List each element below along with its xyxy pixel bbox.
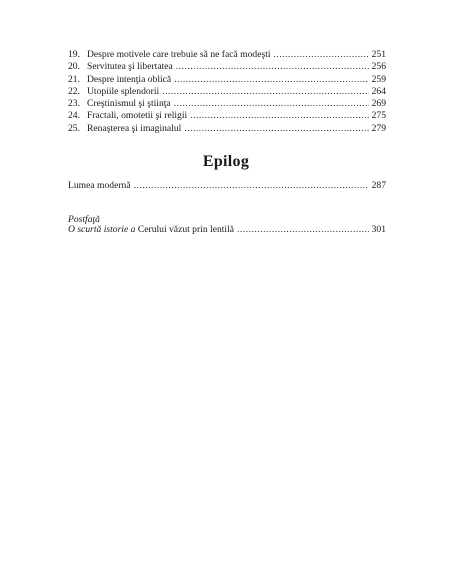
dot-leader	[174, 74, 368, 86]
toc-list	[68, 49, 386, 135]
dot-leader	[274, 49, 369, 61]
toc-entry	[68, 123, 386, 135]
epilog-section	[68, 180, 386, 192]
dot-leader	[190, 110, 368, 122]
toc-entry-page: 259	[371, 73, 386, 85]
toc-entry-number: 20.	[68, 61, 80, 73]
dot-leader	[174, 98, 369, 110]
toc-entry-title	[68, 224, 234, 236]
toc-entry	[68, 180, 386, 192]
toc-entry-number: 23.	[68, 98, 80, 110]
dot-leader	[184, 123, 368, 135]
toc-entry-page: 269	[371, 98, 386, 110]
toc-entry-page: 275	[371, 110, 386, 122]
toc-entry-page: 251	[371, 49, 386, 60]
toc-entry-number: 25.	[68, 122, 80, 134]
postfata-label: Postfaţă	[68, 214, 100, 225]
toc-entry	[68, 224, 386, 236]
toc-entry-page: 279	[371, 122, 386, 134]
toc-entry-title-rest: Cerului văzut prin lentilă	[135, 224, 235, 235]
postfata-section	[68, 224, 386, 236]
toc-entry-title: Utopiile splendorii	[87, 85, 160, 97]
toc-entry-number: 24.	[68, 110, 80, 122]
toc-entry-title-italic: O scurtă istorie a	[68, 224, 136, 235]
epilog-heading: Epilog	[202, 153, 250, 170]
toc-entry-title: Fractali, omotetii şi religii	[87, 110, 188, 122]
toc-entry-title: Lumea modernă	[68, 180, 131, 191]
toc-entry-number: 19.	[68, 49, 80, 60]
toc-entry-page: 287	[371, 180, 386, 191]
toc-entry-number: 21.	[68, 73, 80, 85]
dot-leader	[162, 86, 368, 98]
toc-entry	[68, 110, 386, 122]
toc-entry-page: 264	[371, 85, 386, 97]
toc-entry-title: Despre intenţia oblică	[87, 73, 172, 85]
toc-entry	[68, 61, 386, 73]
dot-leader	[237, 224, 369, 236]
toc-entry	[68, 49, 386, 61]
toc-entry-page: 256	[371, 61, 386, 73]
toc-entry-title: Despre motivele care trebuie să ne facă modeşti	[87, 49, 271, 60]
toc-entry-page: 301	[371, 224, 386, 235]
toc-entry	[68, 74, 386, 86]
toc-entry	[68, 98, 386, 110]
toc-entry	[68, 86, 386, 98]
toc-entry-title: Renaşterea şi imaginalul	[87, 122, 182, 134]
toc-entry-title: Servitutea şi libertatea	[87, 61, 173, 73]
toc-entry-title: Creştinismul şi ştiinţa	[87, 98, 171, 110]
dot-leader	[134, 180, 369, 192]
dot-leader	[176, 61, 369, 73]
toc-entry-number: 22.	[68, 85, 80, 97]
